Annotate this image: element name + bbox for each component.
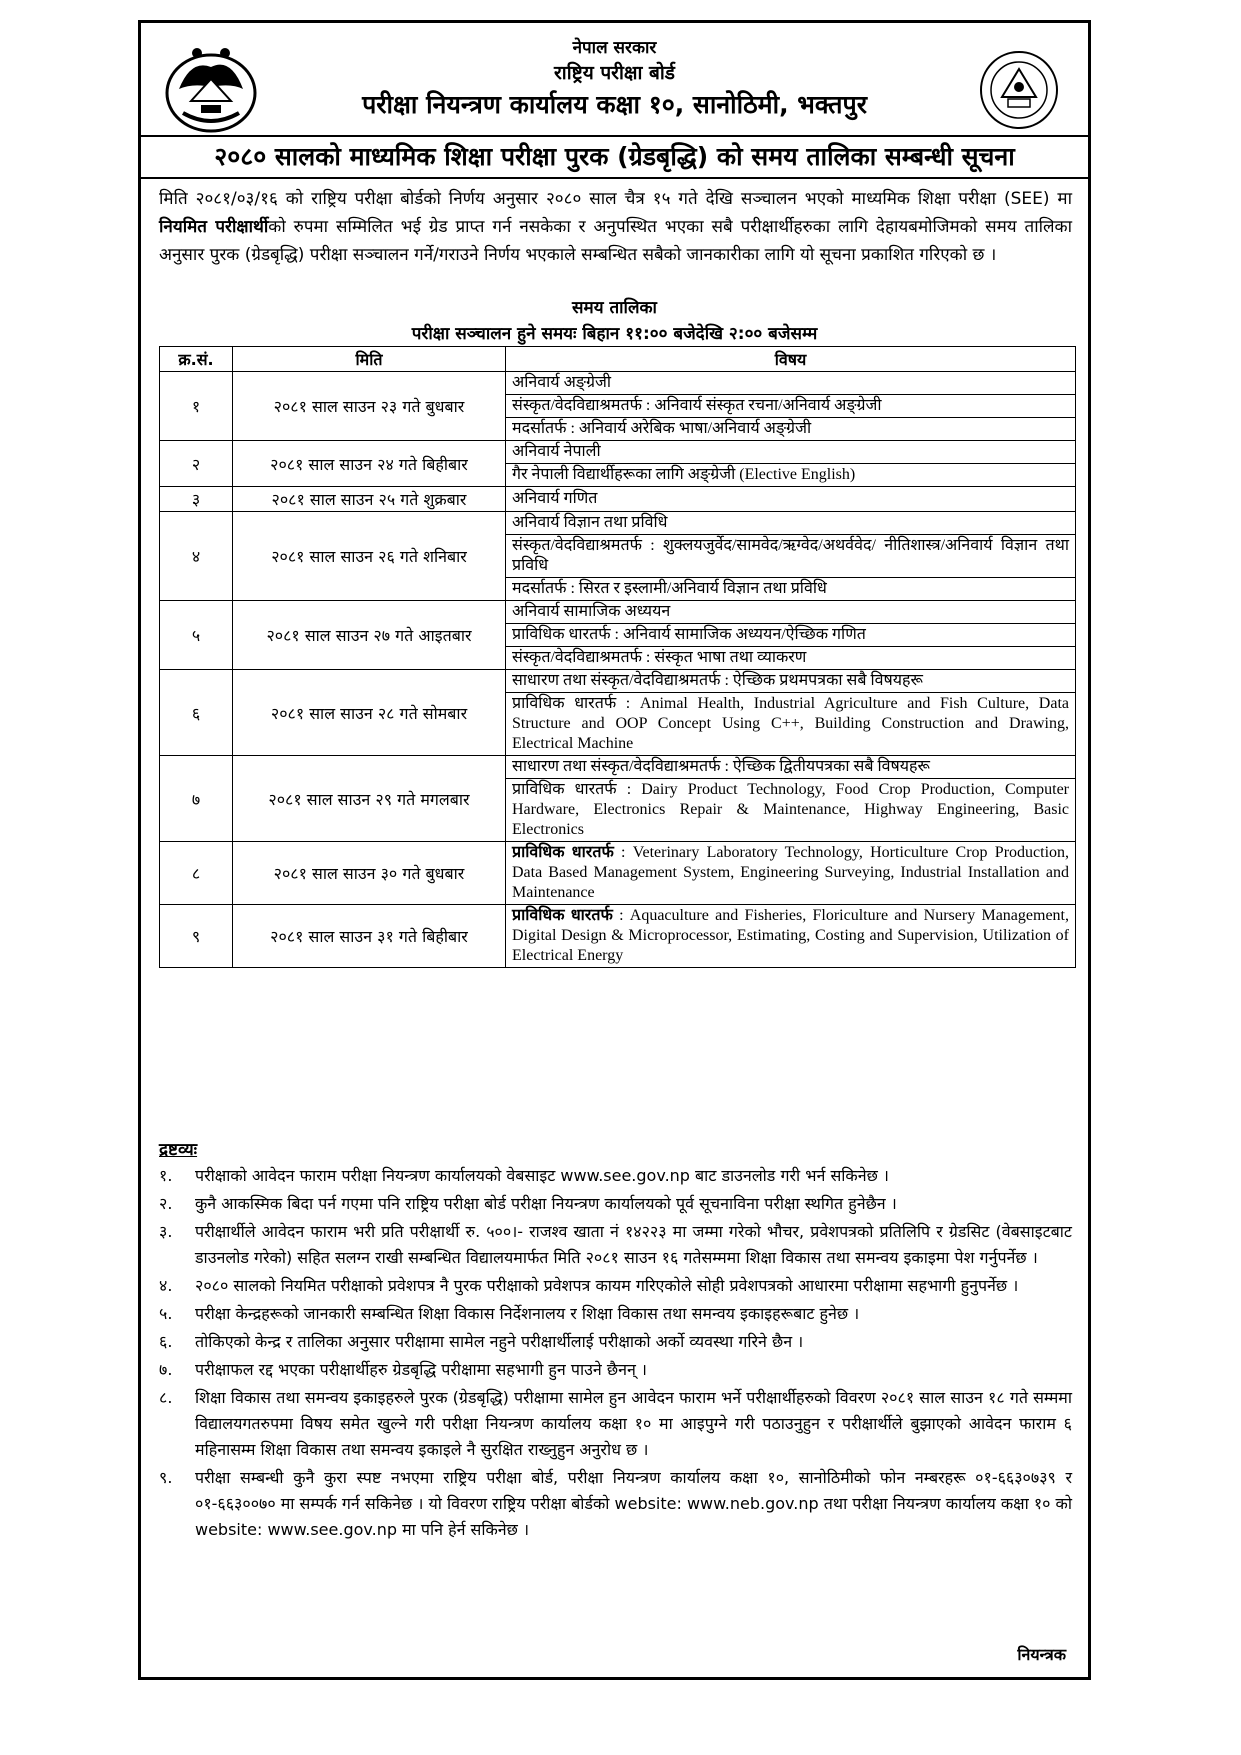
date-cell: २०८१ साल साउन २४ गते बिहीबार	[233, 441, 506, 487]
subject-cell: प्राविधिक धारतर्फ : अनिवार्य सामाजिक अध्ययन/ऐच्छिक गणित	[506, 624, 1076, 647]
date-cell: २०८१ साल साउन २९ गते मगलबार	[233, 756, 506, 842]
schedule-table	[159, 346, 1076, 968]
subject-cell: अनिवार्य विज्ञान तथा प्रविधि	[506, 512, 1076, 535]
subject-cell: अनिवार्य अङ्ग्रेजी	[506, 372, 1076, 395]
note-number: ४.	[159, 1276, 173, 1295]
subject-cell: संस्कृत/वेदविद्याश्रमतर्फ : शुक्लयजुर्वेद/सामवेद/ऋग्वेद/अथर्ववेद/ नीतिशास्त्र/अनिवार्य विज्ञान तथा प्रविधि	[506, 535, 1076, 578]
subject-cell: प्राविधिक धारतर्फ : Animal Health, Industrial Agriculture and Fish Culture, Data Structure and OOP Concept Using C++, Building Construction and Drawing, Electrical Machine	[506, 693, 1076, 756]
note-item	[159, 1301, 1072, 1327]
note-text: कुनै आकस्मिक बिदा पर्न गएमा पनि राष्ट्रिय परीक्षा बोर्ड परीक्षा नियन्त्रण कार्यालयको पूर्व सूचनाविना परीक्षा स्थगित हुनेछैन ।	[195, 1194, 897, 1213]
signature: नियन्त्रक	[1017, 1645, 1066, 1664]
header-office: परीक्षा नियन्त्रण कार्यालय कक्षा १०, सानोठिमी, भक्तपुर	[362, 90, 867, 119]
subject-label: प्राविधिक धारतर्फ	[512, 844, 614, 861]
neb-seal-icon	[978, 49, 1060, 131]
table-row	[160, 487, 1076, 512]
header-board: राष्ट्रिय परीक्षा बोर्ड	[554, 62, 675, 84]
header-subject: विषय	[506, 347, 1076, 372]
header-date: मिति	[233, 347, 506, 372]
note-item	[159, 1465, 1072, 1543]
subject-text: : Veterinary Laboratory Technology, Horticulture Crop Production, Data Based Management System, Engineering Surveying, Industrial Installation and Maintenance	[512, 844, 1070, 901]
serial-cell: ४	[160, 512, 233, 601]
notice-title: २०८० सालको माध्यमिक शिक्षा परीक्षा पुरक (ग्रेडबृद्धि) को समय तालिका सम्बन्धी सूचना	[141, 135, 1088, 179]
note-number: १.	[159, 1166, 173, 1185]
subject-text: : Aquaculture and Fisheries, Floriculture and Nursery Management, Digital Design & Microprocessor, Estimating, Costing and Supervision, Utilization of Electrical Energy	[512, 907, 1069, 964]
notes-title: द्रष्टव्यः	[159, 1140, 198, 1160]
note-number: ६.	[159, 1332, 173, 1351]
subject-cell: संस्कृत/वेदविद्याश्रमतर्फ : अनिवार्य संस्कृत रचना/अनिवार्य अङ्ग्रेजी	[506, 395, 1076, 418]
subject-cell: अनिवार्य गणित	[506, 487, 1076, 512]
date-cell: २०८१ साल साउन ३१ गते बिहीबार	[233, 905, 506, 968]
subject-cell: अनिवार्य सामाजिक अध्ययन	[506, 601, 1076, 624]
intro-part1: मिति २०८१/०३/१६ को राष्ट्रिय परीक्षा बोर्डको निर्णय अनुसार २०८० साल चैत्र १५ गते देखि सञ्चालन भएको माध्यमिक शिक्षा परीक्षा (SEE) मा	[159, 189, 1072, 209]
table-row	[160, 601, 1076, 624]
note-number: ५.	[159, 1304, 173, 1323]
note-item	[159, 1191, 1072, 1217]
note-item	[159, 1385, 1072, 1463]
note-text: परीक्षा केन्द्रहरूको जानकारी सम्बन्धित शिक्षा विकास निर्देशनालय र शिक्षा विकास तथा समन्वय इकाइहरूबाट हुनेछ ।	[195, 1304, 860, 1323]
note-text: परीक्षाफल रद्द भएका परीक्षार्थीहरु ग्रेडबृद्धि परीक्षामा सहभागी हुन पाउने छैनन् ।	[195, 1360, 647, 1379]
date-cell: २०८१ साल साउन २६ गते शनिबार	[233, 512, 506, 601]
note-text: शिक्षा विकास तथा समन्वय इकाइहरुले पुरक (ग्रेडबृद्धि) परीक्षामा सामेल हुन आवेदन फाराम भर्ने परीक्षार्थीहरुको विवरण २०८१ साल साउन १८ गते सम्ममा विद्यालयगतरुपमा विषय समेत खुल्ने गरी परीक्षा नियन्त्रण कार्यालय कक्षा १० मा आइपुग्ने गरी पठाउनुहुन र परीक्षार्थीले बुझाएको आवेदन फाराम ६ महिनासम्म शिक्षा विकास तथा समन्वय इकाइले नै सुरक्षित राख्नुहुन अनुरोध छ ।	[195, 1388, 1072, 1459]
serial-cell: १	[160, 372, 233, 441]
intro-bold: नियमित परीक्षार्थी	[159, 217, 269, 237]
subject-cell: अनिवार्य नेपाली	[506, 441, 1076, 464]
table-row	[160, 441, 1076, 464]
subject-cell	[506, 905, 1076, 968]
note-item	[159, 1219, 1072, 1271]
note-item	[159, 1273, 1072, 1299]
table-row	[160, 372, 1076, 395]
note-number: ९.	[159, 1468, 173, 1487]
note-number: २.	[159, 1194, 173, 1213]
schedule-title: समय तालिका	[572, 298, 657, 318]
notes-list	[159, 1163, 1072, 1545]
intro-part2: को रुपमा सम्मिलित भई ग्रेड प्राप्त गर्न नसकेका र अनुपस्थित भएका सबै परीक्षार्थीहरुका लागि देहायबमोजिमको समय तालिका अनुसार पुरक (ग्रेडबृद्धि) परीक्षा सञ्चालन गर्ने/गराउने निर्णय भएकाले सम्बन्धित सबैको जानकारीका लागि यो सूचना प्रकाशित गरिएको छ ।	[159, 217, 1072, 265]
serial-cell: ८	[160, 842, 233, 905]
note-text: तोकिएको केन्द्र र तालिका अनुसार परीक्षामा सामेल नहुने परीक्षार्थीलाई परीक्षाको अर्को व्यवस्था गरिने छैन ।	[195, 1332, 804, 1351]
note-text: २०८० सालको नियमित परीक्षाको प्रवेशपत्र नै पुरक परीक्षाको प्रवेशपत्र कायम गरिएकोले सोही प्रवेशपत्रको आधारमा परीक्षामा सहभागी हुनुपर्नेछ ।	[195, 1276, 1019, 1295]
note-text: परीक्षार्थीले आवेदन फाराम भरी प्रति परीक्षार्थी रु. ५००।- राजश्व खाता नं १४२२३ मा जम्मा गरेको भौचर, प्रवेशपत्रको प्रतिलिपि र ग्रेडसिट (वेबसाइटबाट डाउनलोड गरेको) सहित सलग्न राखी सम्बन्धित विद्यालयमार्फत मिति २०८१ साउन १६ गतेसम्ममा शिक्षा विकास तथा समन्वय इकाइमा पेश गर्नुपर्नेछ ।	[195, 1222, 1072, 1267]
serial-cell: ३	[160, 487, 233, 512]
subject-cell: मदर्सातर्फ : अनिवार्य अरेबिक भाषा/अनिवार्य अङ्ग्रेजी	[506, 418, 1076, 441]
table-row	[160, 842, 1076, 905]
subject-cell: गैर नेपाली विद्यार्थीहरूका लागि अङ्ग्रेजी (Elective English)	[506, 464, 1076, 487]
header-government: नेपाल सरकार	[572, 38, 657, 58]
table-header-row	[160, 347, 1076, 372]
subject-cell: संस्कृत/वेदविद्याश्रमतर्फ : संस्कृत भाषा तथा व्याकरण	[506, 647, 1076, 670]
serial-cell: ५	[160, 601, 233, 670]
subject-cell: प्राविधिक धारतर्फ : Dairy Product Technology, Food Crop Production, Computer Hardware, Electronics Repair & Maintenance, Highway Engineering, Basic Electronics	[506, 779, 1076, 842]
note-number: ८.	[159, 1388, 173, 1407]
subject-cell: साधारण तथा संस्कृत/वेदविद्याश्रमतर्फ : ऐच्छिक प्रथमपत्रका सबै विषयहरू	[506, 670, 1076, 693]
date-cell: २०८१ साल साउन २८ गते सोमबार	[233, 670, 506, 756]
note-text: परीक्षा सम्बन्धी कुनै कुरा स्पष्ट नभएमा राष्ट्रिय परीक्षा बोर्ड, परीक्षा नियन्त्रण कार्यालय कक्षा १०, सानोठिमीको फोन नम्बरहरू ०१-६६३०७३९ र ०१-६६३००७० मा सम्पर्क गर्न सकिनेछ । यो विवरण राष्ट्रिय परीक्षा बोर्डको website: www.neb.gov.np तथा परीक्षा नियन्त्रण कार्यालय कक्षा १० को website: www.see.gov.np मा पनि हेर्न सकिनेछ ।	[195, 1468, 1072, 1539]
notice-frame	[138, 20, 1091, 1680]
note-item	[159, 1329, 1072, 1355]
subject-label: प्राविधिक धारतर्फ	[512, 907, 613, 924]
subject-cell: साधारण तथा संस्कृत/वेदविद्याश्रमतर्फ : ऐच्छिक द्वितीयपत्रका सबै विषयहरू	[506, 756, 1076, 779]
table-row	[160, 756, 1076, 779]
table-row	[160, 670, 1076, 693]
date-cell: २०८१ साल साउन २५ गते शुक्रबार	[233, 487, 506, 512]
note-item	[159, 1163, 1072, 1189]
subject-cell	[506, 842, 1076, 905]
header	[141, 23, 1088, 137]
note-number: ३.	[159, 1222, 173, 1241]
date-cell: २०८१ साल साउन ३० गते बुधबार	[233, 842, 506, 905]
serial-cell: ९	[160, 905, 233, 968]
note-item	[159, 1357, 1072, 1383]
intro-paragraph	[159, 185, 1072, 269]
serial-cell: २	[160, 441, 233, 487]
date-cell: २०८१ साल साउन २७ गते आइतबार	[233, 601, 506, 670]
header-serial: क्र.सं.	[160, 347, 233, 372]
subject-cell: मदर्सातर्फ : सिरत र इस्लामी/अनिवार्य विज्ञान तथा प्रविधि	[506, 578, 1076, 601]
note-text: परीक्षाको आवेदन फाराम परीक्षा नियन्त्रण कार्यालयको वेबसाइट www.see.gov.np बाट डाउनलोड गरी भर्न सकिनेछ ।	[195, 1166, 889, 1185]
serial-cell: ७	[160, 756, 233, 842]
note-number: ७.	[159, 1360, 173, 1379]
schedule-time: परीक्षा सञ्चालन हुने समयः बिहान ११:०० बजेदेखि २:०० बजेसम्म	[411, 324, 818, 344]
date-cell: २०८१ साल साउन २३ गते बुधबार	[233, 372, 506, 441]
table-row	[160, 905, 1076, 968]
table-row	[160, 512, 1076, 535]
serial-cell: ६	[160, 670, 233, 756]
